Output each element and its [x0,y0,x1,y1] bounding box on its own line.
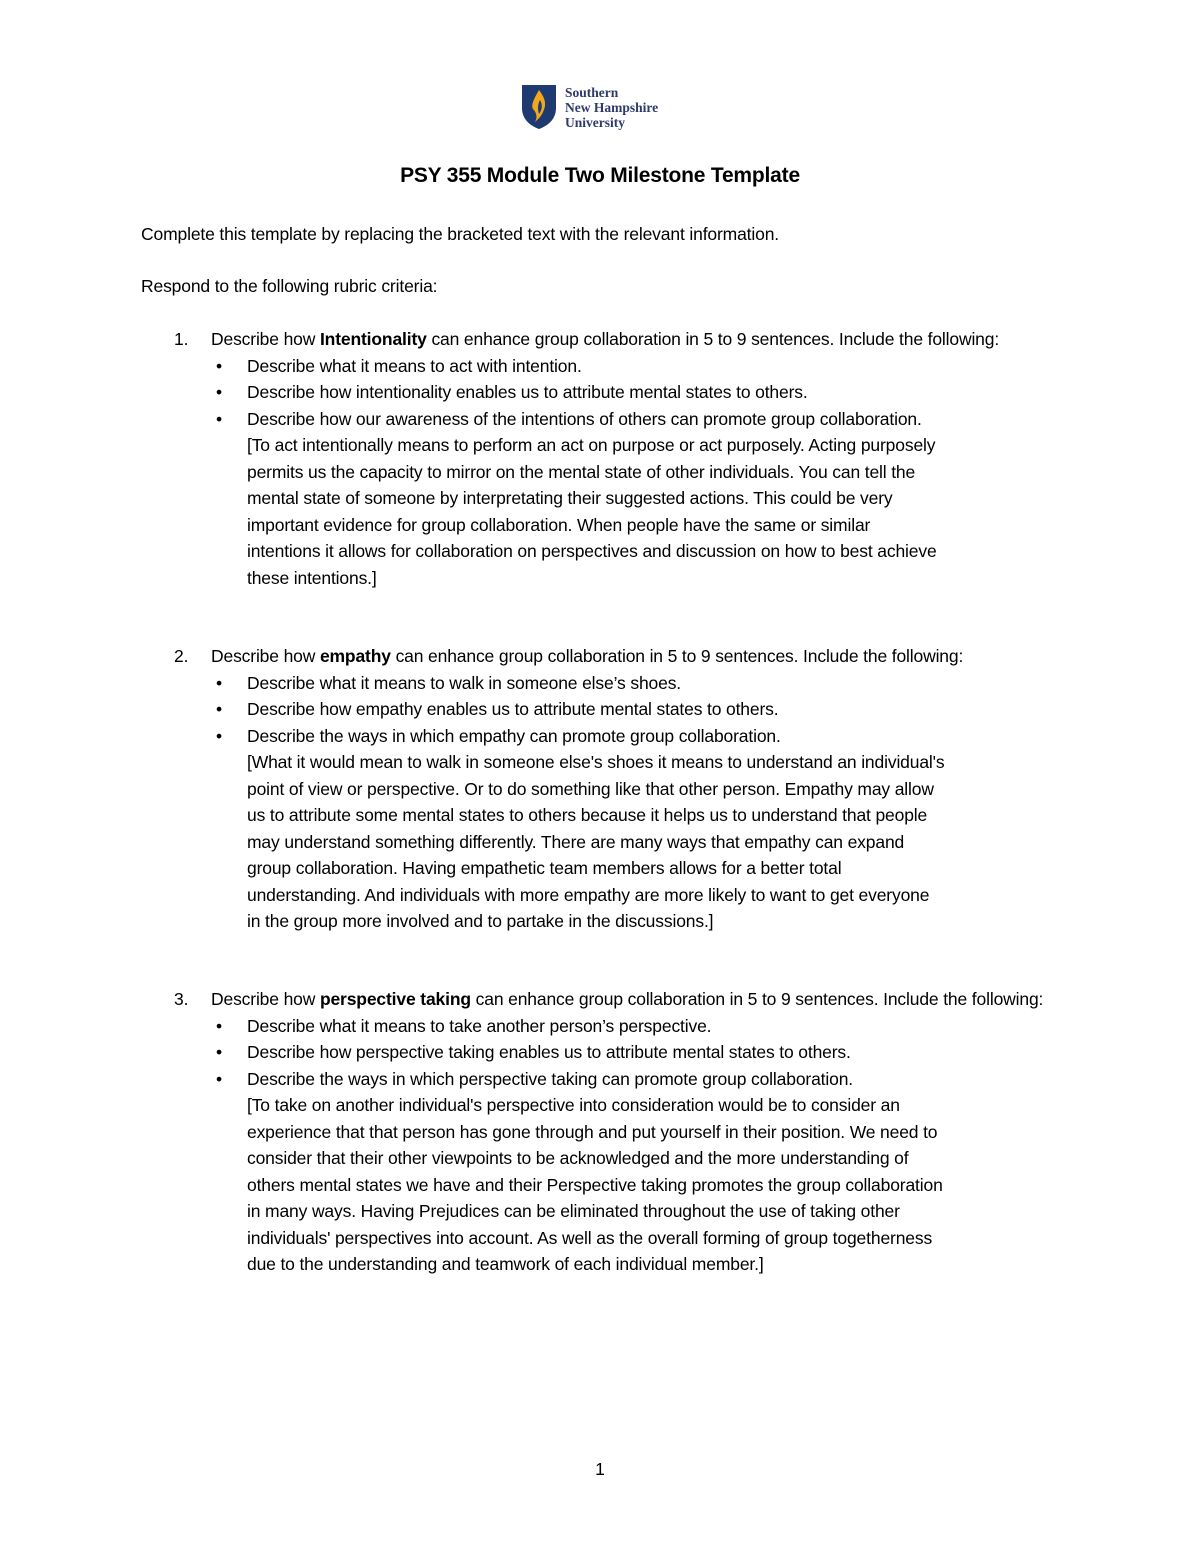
answer-line: group collaboration. Having empathetic team members allows for a better total [247,858,842,878]
bullet-text: Describe what it means to act with intention. [247,355,582,376]
answer-line: mental state of someone by interpretating their suggested actions. This could be very [247,488,893,508]
answer-line: [What it would mean to walk in someone else's shoes it means to understand an individual's [247,752,945,772]
prompt-prefix: Describe how [211,646,320,666]
answer-line: point of view or perspective. Or to do something like that other person. Empathy may allow [247,778,934,799]
item-prompt [211,986,1071,1013]
answer-line: individuals' perspectives into account. As well as the overall forming of group togetherness [247,1227,933,1248]
bullet-text: Describe the ways in which perspective taking can promote group collaboration. [247,1068,853,1089]
bullet-list [211,670,1071,750]
answer-line: others mental states we have and their Perspective taking promotes the group collaboration [247,1174,943,1195]
bullet-text: Describe what it means to take another person’s perspective. [247,1015,712,1036]
answer-line: in many ways. Having Prejudices can be eliminated throughout the use of taking other [247,1201,900,1221]
bullet-text: Describe how perspective taking enables us to attribute mental states to others. [247,1042,851,1062]
bullet-text: Describe how empathy enables us to attribute mental states to others. [247,699,779,719]
answer-line: us to attribute some mental states to others because it helps us to understand that people [247,805,928,825]
item-prompt [211,326,1071,353]
logo-wordmark [565,85,658,130]
answer-text [211,749,1071,935]
bullet-icon: • [216,408,222,429]
prompt-suffix: can enhance group collaboration in 5 to 9 sentences. Include the following: [470,989,1044,1009]
bullet-icon: • [216,382,222,402]
item-body [211,326,1071,591]
bullet-icon: • [216,355,222,376]
answer-line: these intentions.] [247,567,377,588]
answer-line: experience that that person has gone through and put yourself in their position. We need to [247,1121,938,1142]
answer-line: intentions it allows for collaboration on perspectives and discussion on how to best achieve [247,541,937,561]
answer-line: important evidence for group collaboration. When people have the same or similar [247,514,871,535]
prompt-suffix: can enhance group collaboration in 5 to 9 sentences. Include the following: [426,329,1000,349]
bullet-list [211,1013,1071,1093]
bullet-list [211,353,1071,433]
bullet-icon: • [216,725,222,746]
bullet-item [211,353,1071,380]
answer-line: due to the understanding and teamwork of each individual member.] [247,1254,764,1274]
bullet-icon: • [216,699,222,719]
intro-paragraph: Complete this template by replacing the bracketed text with the relevant information. [141,224,780,244]
answer-line: [To take on another individual's perspective into consideration would be to consider an [247,1095,900,1115]
bullet-icon: • [216,1042,222,1062]
bullet-item [211,670,1071,697]
bullet-item [211,723,1071,750]
bullet-icon: • [216,1068,222,1089]
item-prompt [211,643,1071,670]
document-title: PSY 355 Module Two Milestone Template [400,164,800,187]
bullet-text: Describe how our awareness of the intentions of others can promote group collaboration. [247,408,922,429]
item-number: 3. [174,989,189,1009]
bullet-icon: • [216,1015,222,1036]
answer-line: in the group more involved and to partake in the discussions.] [247,911,714,931]
university-logo [521,84,711,134]
bullet-text: Describe how intentionality enables us to attribute mental states to others. [247,382,808,402]
answer-line: [To act intentionally means to perform an act on purpose or act purposely. Acting purposely [247,435,936,455]
logo-line-3: University [565,115,625,130]
prompt-prefix: Describe how [211,329,320,349]
respond-paragraph: Respond to the following rubric criteria: [141,276,438,296]
bullet-item [211,1013,1071,1040]
answer-line: may understand something differently. There are many ways that empathy can expand [247,831,905,852]
prompt-term: empathy [319,646,391,666]
answer-text [211,1092,1071,1278]
prompt-term: perspective taking [319,989,471,1009]
logo-line-2: New Hampshire [565,100,659,115]
item-number: 2. [174,646,189,666]
prompt-prefix: Describe how [211,989,320,1009]
shield-flame-icon [521,84,557,130]
prompt-suffix: can enhance group collaboration in 5 to 9 sentences. Include the following: [390,646,964,666]
bullet-text: Describe the ways in which empathy can promote group collaboration. [247,725,781,746]
bullet-item [211,1039,1071,1066]
bullet-item [211,379,1071,406]
bullet-item [211,696,1071,723]
bullet-text: Describe what it means to walk in someone else’s shoes. [247,672,682,693]
answer-line: understanding. And individuals with more empathy are more likely to want to get everyone [247,884,930,905]
bullet-icon: • [216,672,222,693]
bullet-item [211,1066,1071,1093]
bullet-item [211,406,1071,433]
answer-line: consider that their other viewpoints to be acknowledged and the more understanding of [247,1148,909,1168]
item-body [211,986,1071,1278]
prompt-term: Intentionality [319,329,427,349]
item-number: 1. [174,329,189,349]
item-body [211,643,1071,935]
answer-text [211,432,1071,591]
answer-line: permits us the capacity to mirror on the mental state of other individuals. You can tell the [247,461,916,482]
page-number: 1 [595,1459,605,1479]
logo-line-1: Southern [565,85,619,100]
